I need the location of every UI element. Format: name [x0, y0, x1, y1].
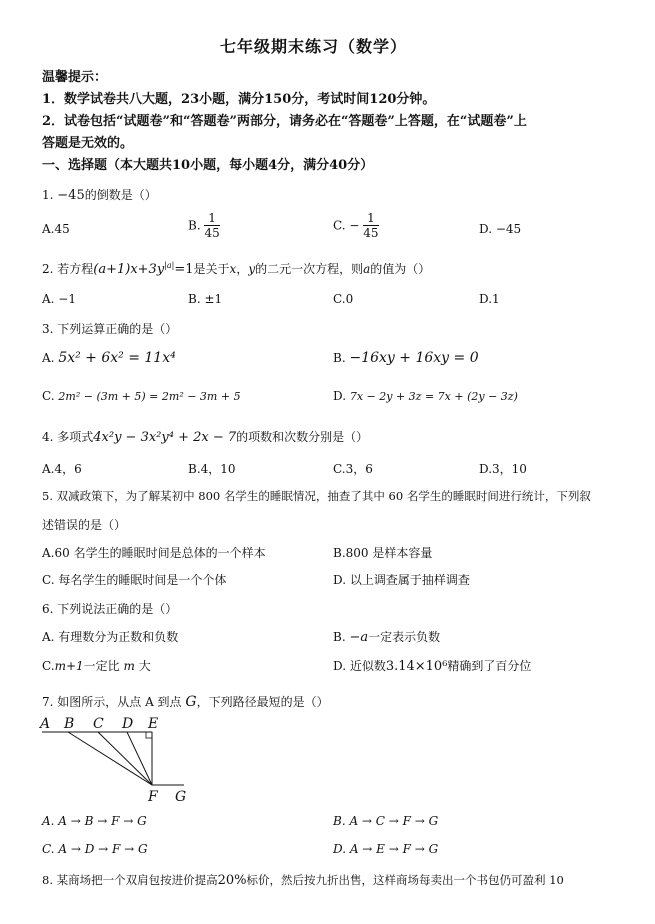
question-2-option-d: D.1 — [479, 292, 500, 306]
question-7-option-c: C. A → D → F → G — [42, 842, 148, 856]
question-1-option-d: D. −45 — [479, 222, 522, 236]
point-label-f: F — [148, 789, 158, 804]
question-3-option-c: C. 2m² − (3m + 5) = 2m² − 3m + 5 — [42, 389, 241, 403]
question-4-option-d: D.3，10 — [479, 462, 527, 476]
question-6-option-c: C.m+1一定比 m 大 — [42, 659, 151, 673]
question-1-option-b: B. $\frac{1}{45}$ — [188, 211, 220, 240]
question-4-option-b: B.4，10 — [188, 462, 236, 476]
question-1-stem: 1. −45的倒数是（） — [42, 188, 157, 203]
question-2-stem: 2. 若方程$(a+1)x+3y^{|a|}=1$是关于x，y的二元一次方程，则a的值为（） — [42, 261, 431, 277]
tips-heading: 温馨提示： — [42, 70, 108, 85]
section-1-heading: 一、选择题（本大题共10小题，每小题4分，满分40分） — [42, 158, 374, 173]
question-3-stem: 3. 下列运算正确的是（） — [42, 322, 178, 336]
question-6-stem: 6. 下列说法正确的是（） — [42, 602, 178, 616]
question-5-stem-line-1: 5. 双减政策下，为了解某初中 800 名学生的睡眠情况，抽查了其中 60 名学生的睡眠时间进行统计，下列叙 — [42, 489, 591, 503]
page-title: 七年级期末练习（数学） — [220, 37, 408, 56]
question-5-option-c: C. 每名学生的睡眠时间是一个个体 — [42, 573, 227, 587]
point-label-d: D — [122, 716, 134, 732]
question-7-option-d: D. A → E → F → G — [333, 842, 439, 856]
point-label-c: C — [93, 716, 104, 732]
question-4-option-c: C.3，6 — [333, 462, 373, 476]
path-diagram — [38, 712, 198, 804]
question-1-option-c: C. − $\frac{1}{45}$ — [333, 211, 379, 240]
question-6-option-d: D. 近似数3.14×10⁶精确到了百分位 — [333, 659, 532, 674]
question-2-option-a: A. −1 — [42, 292, 76, 306]
question-2-option-b: B. ±1 — [188, 292, 223, 306]
question-6-option-b: B. −a一定表示负数 — [333, 630, 441, 645]
question-5-option-d: D. 以上调查属于抽样调查 — [333, 573, 470, 587]
point-label-b: B — [64, 716, 75, 732]
tips-line-2b: 答题是无效的。 — [42, 136, 134, 151]
question-6-option-a: A. 有理数分为正数和负数 — [42, 630, 179, 644]
question-1-option-a: A.45 — [42, 222, 70, 236]
question-3-option-d: D. 7x − 2y + 3z = 7x + (2y − 3z) — [333, 389, 518, 403]
question-3-option-b: B. −16xy + 16xy = 0 — [333, 350, 479, 366]
question-7-option-b: B. A → C → F → G — [333, 814, 439, 828]
tips-line-1: 1．数学试卷共八大题，23小题，满分150分，考试时间120分钟。 — [42, 92, 436, 107]
question-8-stem: 8. 某商场把一个双肩包按进价提高20%标价，然后按九折出售，这样商场每卖出一个书包仍可盈利 10 — [42, 873, 564, 888]
point-label-g: G — [175, 789, 187, 804]
question-4-stem: 4. 多项式4x²y − 3x²y⁴ + 2x − 7的项数和次数分别是（） — [42, 430, 369, 445]
question-4-option-a: A.4，6 — [42, 462, 82, 476]
question-2-option-c: C.0 — [333, 292, 354, 306]
question-7-stem: 7. 如图所示，从点 A 到点 G，下列路径最短的是（） — [42, 694, 329, 710]
question-5-option-a: A.60 名学生的睡眠时间是总体的一个样本 — [42, 546, 266, 560]
tips-line-2a: 2．试卷包括“试题卷”和“答题卷”两部分，请务必在“答题卷”上答题，在“试题卷”上 — [42, 114, 527, 129]
question-5-option-b: B.800 是样本容量 — [333, 546, 433, 560]
point-label-e: E — [148, 716, 159, 732]
question-3-option-a: A. 5x² + 6x² = 11x⁴ — [42, 350, 176, 366]
point-label-a: A — [40, 716, 51, 732]
question-7-option-a: A. A → B → F → G — [42, 814, 147, 828]
question-5-stem-line-2: 述错误的是（） — [42, 518, 127, 532]
